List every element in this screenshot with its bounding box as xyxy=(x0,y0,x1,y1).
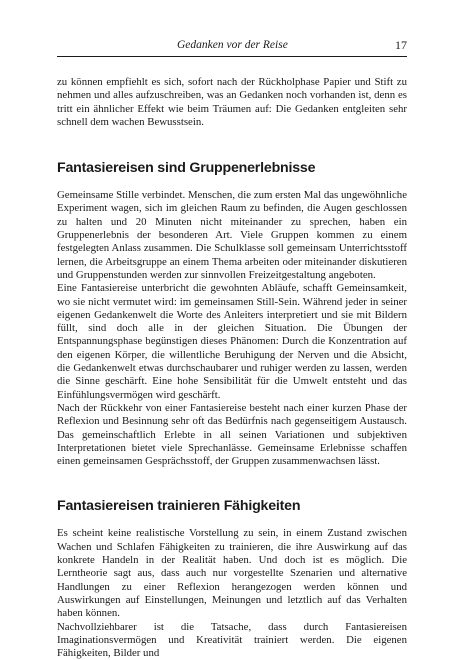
body-paragraph: Es scheint keine realistische Vorstellung zu sein, in einem Zustand zwischen Wachen und Schlafen Fähigkeiten zu trainieren, die ihre Auswirkung auf das konkrete Handeln in der Realität haben. Und doch ist es möglich. Die Lerntheorie sagt aus, dass auch nur vorgestellte Szenarien und alternative Handlungen zu einer Reflexion herangezogen werden können und Auswirkungen auf Einstellungen, Meinungen und letztlich auf das Verhalten haben können. xyxy=(57,527,407,620)
running-title: Gedanken vor der Reise xyxy=(177,39,288,51)
body-paragraph: Nach der Rückkehr von einer Fantasiereise besteht nach einer kurzen Phase der Reflexion und Besinnung sehr oft das Bedürfnis nach gegenseitigem Austausch. Das gemeinschaftlich Erlebte in all seinen Variationen und subjektiven Interpretationen bietet viele Sprechanlässe. Gemeinsame Erlebnisse schaffen einen gemeinsamen Gesprächsstoff, der Gruppen zusammenwachsen lässt. xyxy=(57,402,407,468)
section-heading-faehigkeiten: Fantasiereisen trainieren Fähigkeiten xyxy=(57,498,407,514)
body-paragraph: Nachvollziehbarer ist die Tatsache, dass durch Fantasiereisen Imaginationsvermögen und Kreativität trainiert werden. Die eigenen Fähigkeiten, Bilder und xyxy=(57,621,407,660)
page-number: 17 xyxy=(395,38,407,53)
body-paragraph: Gemeinsame Stille verbindet. Menschen, die zum ersten Mal das ungewöhnliche Experiment wagen, sich im gleichen Raum zu befinden, die Augen geschlossen zu halten und 20 Minuten nicht miteinander zu sprechen, haben ein Gruppenerlebnis der besonderen Art. Viele Gruppen kommen zu einem festgelegten Anlass zusammen. Die Schulklasse soll gemeinsam Unterrichtsstoff lernen, die Arbeitsgruppe an einem Thema arbeiten oder miteinander diskutieren und Gruppenstunden werden zur sinnvollen Freizeitgestaltung angeboten. xyxy=(57,189,407,282)
running-header xyxy=(57,38,407,57)
section-heading-gruppenerlebnisse: Fantasiereisen sind Gruppenerlebnisse xyxy=(57,160,407,176)
body-paragraph: Eine Fantasiereise unterbricht die gewohnten Abläufe, schafft Gemeinsamkeit, wo sie nicht vermutet wird: im gemeinsamen Still-Sein. Während jeder in seiner eigenen Gedankenwelt die Worte des Anleiters interpretiert und sie mit Bildern füllt, sind doch alle in der gleichen Situation. Die Übungen der Entspannungsphase begünstigen dieses Phänomen: Durch die Konzentration auf den eigenen Körper, die willentliche Beruhigung der Nerven und die Absicht, die Gedankenwelt etwas durchschaubarer und ruhiger werden zu lassen, werden die Sinne geschärft. Eine hohe Sensibilität für die Umwelt entsteht und das Einfühlungsvermögen wird geschärft. xyxy=(57,282,407,402)
book-page xyxy=(57,38,407,660)
intro-paragraph: zu können empfiehlt es sich, sofort nach der Rückholphase Papier und Stift zu nehmen und alles aufzuschreiben, was an Gedanken noch vorhanden ist, denn es tritt ein ähnlicher Effekt wie beim Träumen auf: Die Gedanken entgleiten sehr schnell dem wachen Bewusstsein. xyxy=(57,76,407,129)
